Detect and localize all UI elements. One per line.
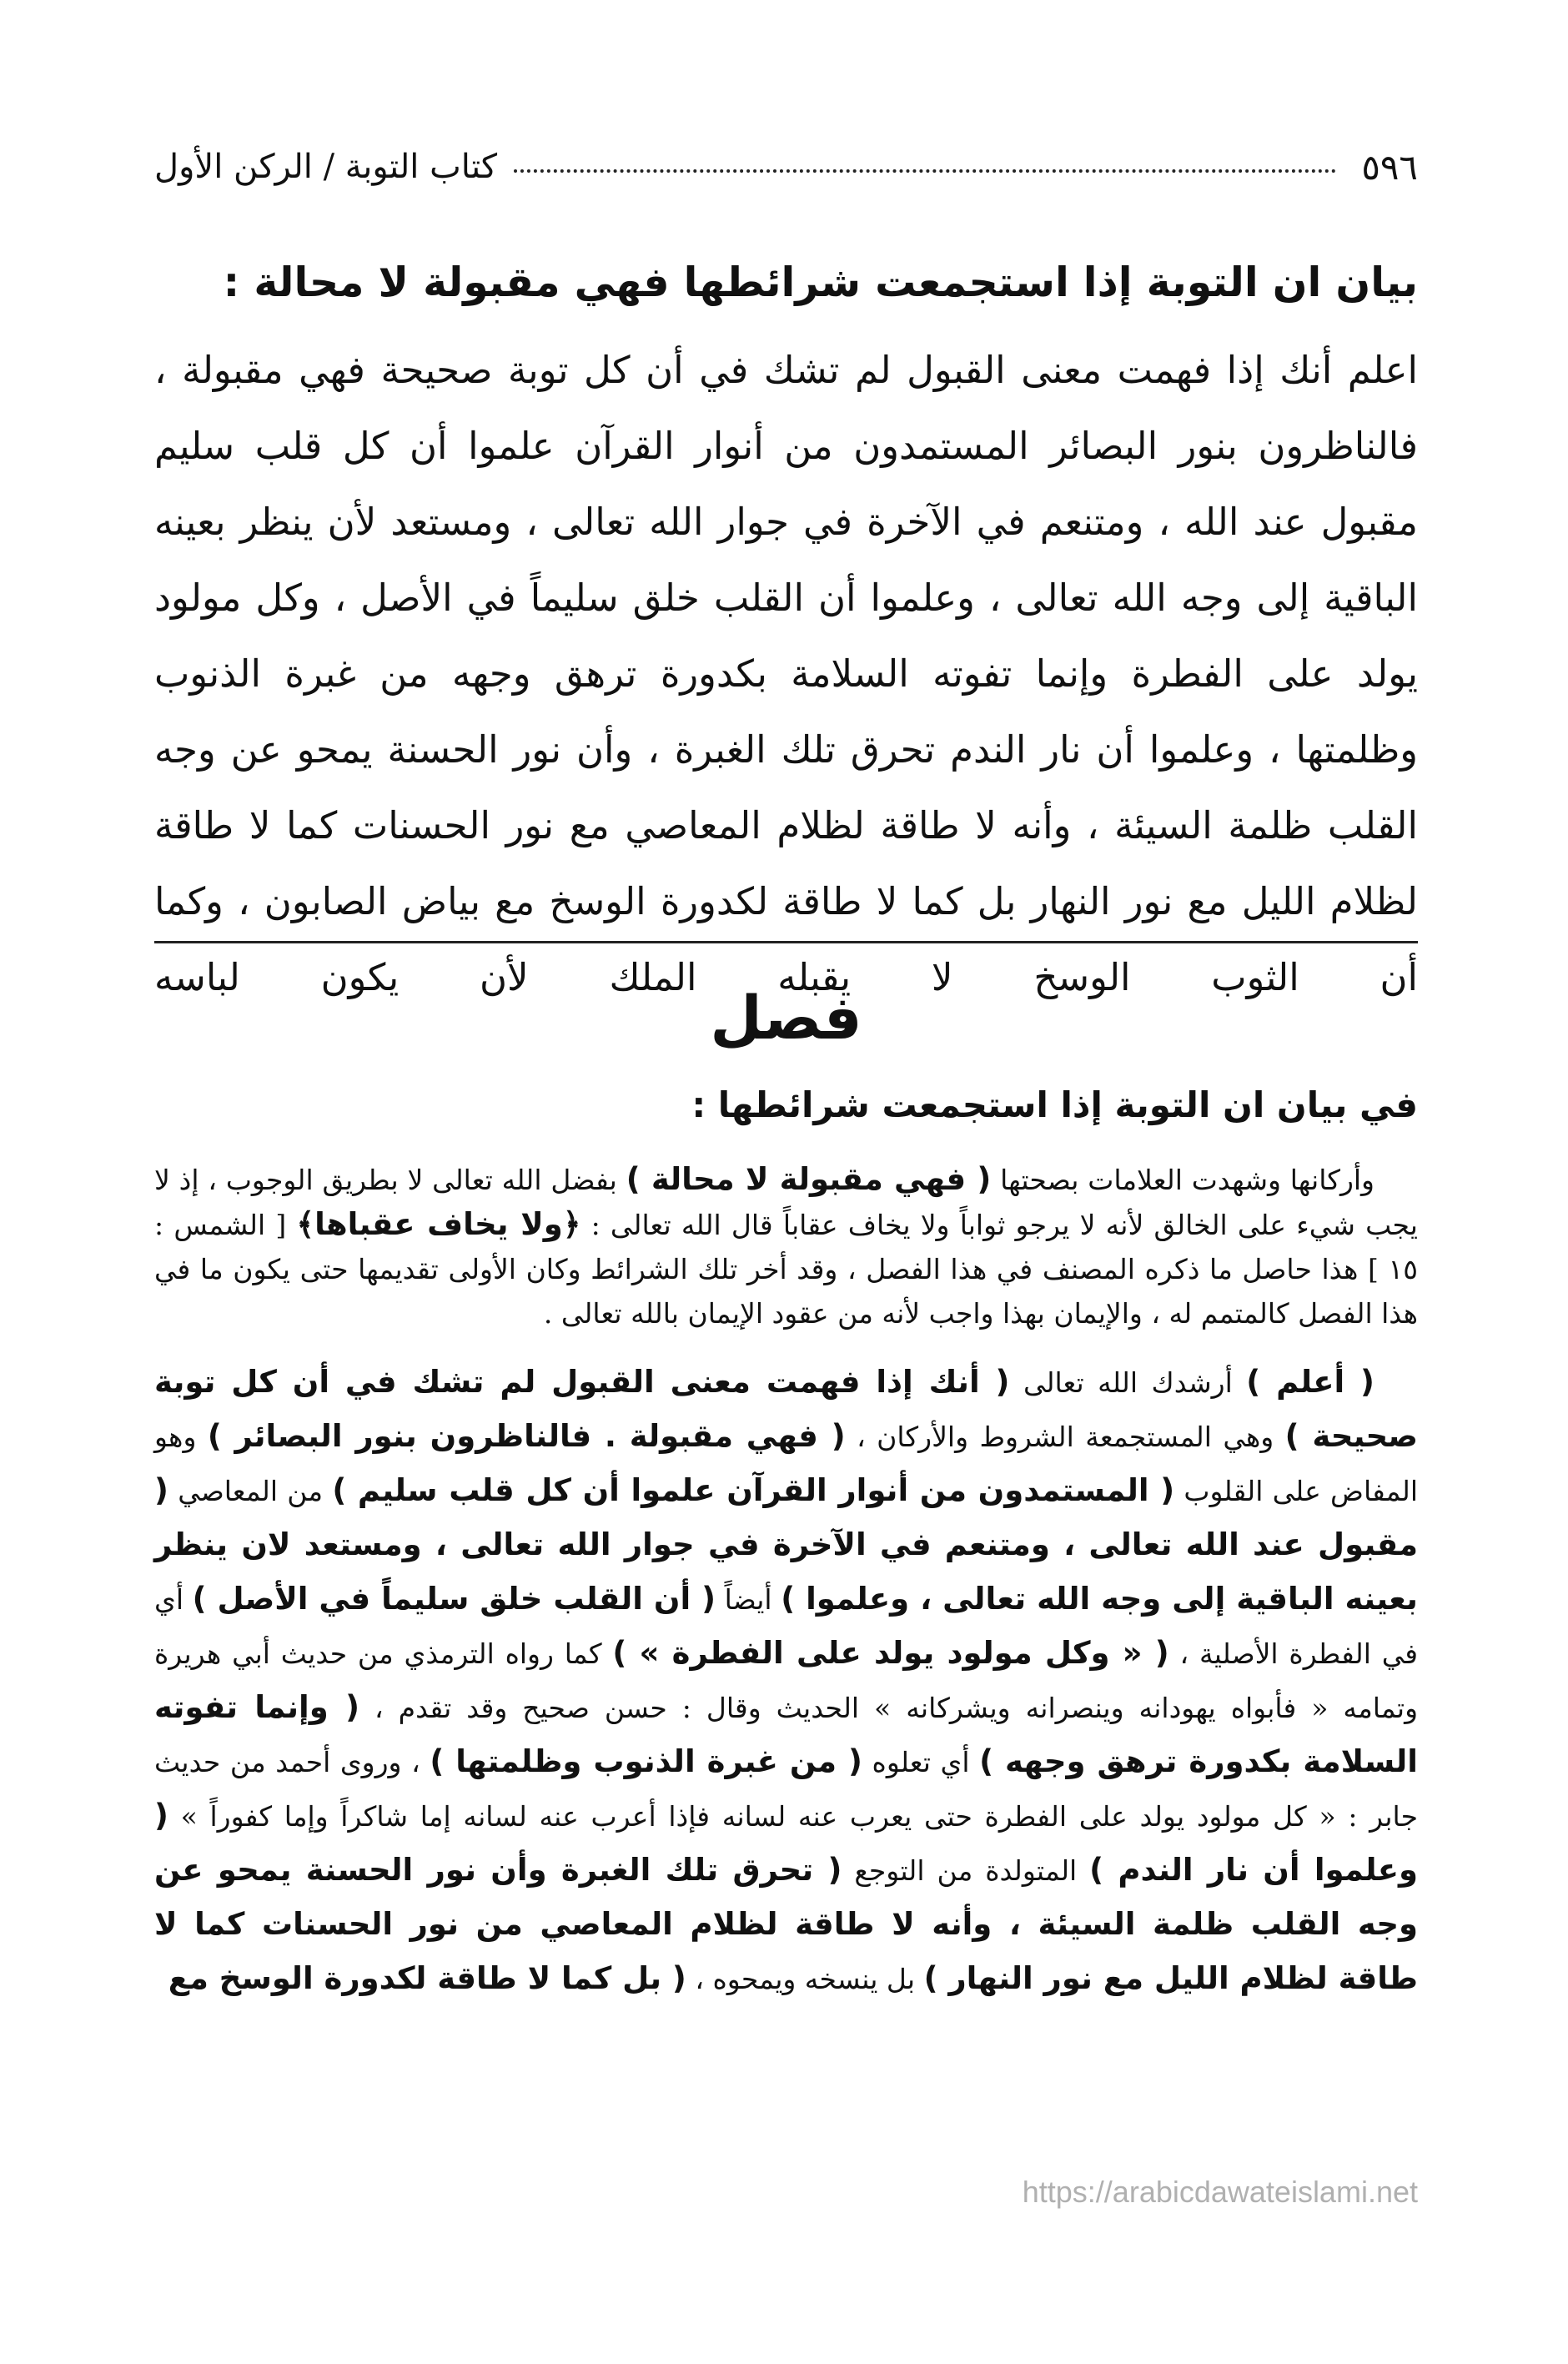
quoted-text: ( فهي مقبولة لا محالة ): [626, 1161, 992, 1197]
commentary-section-title: في بيان ان التوبة إذا استجمعت شرائطها :: [691, 1084, 1418, 1125]
section-title: بيان ان التوبة إذا استجمعت شرائطها فهي مقبولة لا محالة :: [223, 259, 1418, 306]
running-header: [154, 138, 1418, 196]
main-text-block: [154, 254, 1418, 1015]
plain-text: [ الشمس : ١٥ ] هذا حاصل ما ذكره المصنف في هذا الفصل ، وقد أخر تلك الشرائط وكان الأولى تقديمها حتى يكون ما في هذا الفصل كالمتمم له ، والإيمان بهذا واجب لأنه من عقود الإيمان بالله تعالى .: [154, 1209, 1418, 1330]
quoted-text: ( وإنما تفوته السلامة بكدورة ترهق وجهه ): [154, 1689, 1418, 1779]
quran-verse: ﴿ولا يخاف عقباها﴾: [296, 1206, 581, 1242]
plain-text: وأركانها وشهدت العلامات بصحتها: [1000, 1164, 1375, 1196]
plain-text: ، وروى أحمد من حديث جابر : « كل مولود يولد على الفطرة حتى يعرب عنه لسانه فإذا أعرب عنه لسانه إما شاكراً وإما كفوراً »: [154, 1746, 1418, 1833]
header-leader-dots: [514, 161, 1336, 173]
page-number: ٥٩٦: [1361, 146, 1418, 188]
chapter-title: كتاب التوبة / الركن الأول: [154, 148, 498, 186]
plain-text: أي في الفطرة الأصلية ،: [154, 1583, 1418, 1670]
plain-text: كما رواه الترمذي من حديث أبي هريرة وتمامه « فأبواه يهودانه وينصرانه ويشركانه » الحديث وقال : حسن صحيح وقد تقدم ،: [154, 1637, 1419, 1724]
quoted-text: ( مقبول عند الله تعالى ، ومتنعم في الآخرة في جوار الله تعالى ، ومستعد لان ينظر بعينه الباقية إلى وجه الله تعالى ، وعلموا ): [154, 1472, 1418, 1617]
plain-text: من المعاصي: [178, 1475, 324, 1507]
quoted-text: ( أعلم ): [1246, 1364, 1375, 1400]
quoted-text: ( أنك إذا فهمت معنى القبول لم تشك في أن كل توبة صحيحة ): [154, 1364, 1418, 1454]
fasl-heading: فصل: [710, 983, 862, 1053]
watermark-url: https://arabicdawateislami.net: [1022, 2175, 1418, 2209]
quoted-text: ( « وكل مولود يولد على الفطرة » ): [612, 1635, 1169, 1671]
plain-text: وهو المفاض على القلوب: [154, 1421, 1418, 1507]
quoted-text: ( تحرق تلك الغبرة وأن نور الحسنة يمحو عن وجه القلب ظلمة السيئة ، وأنه لا طاقة لظلام المعاصي من نور الحسنات كما لا طاقة لظلام الليل مع نور النهار ): [154, 1852, 1418, 1996]
quoted-text: ( بل كما لا طاقة لكدورة الوسخ مع: [168, 1960, 686, 1996]
plain-text: أرشدك الله تعالى: [1023, 1366, 1233, 1399]
plain-text: وهي المستجمعة الشروط والأركان ،: [857, 1421, 1274, 1453]
commentary-paragraph-1: [154, 1157, 1418, 1335]
quoted-text: ( وعلموا أن نار الندم ): [154, 1798, 1418, 1888]
quoted-text: ( المستمدون من أنوار القرآن علموا أن كل قلب سليم ): [332, 1472, 1175, 1508]
quoted-text: ( أن القلب خلق سليماً في الأصل ): [192, 1581, 716, 1617]
plain-text: أي تعلوه: [872, 1746, 970, 1778]
quoted-text: ( فهي مقبولة . فالناظرون بنور البصائر ): [207, 1418, 846, 1454]
plain-text: المتولدة من التوجع: [854, 1854, 1078, 1887]
main-paragraph: اعلم أنك إذا فهمت معنى القبول لم تشك في أن كل توبة صحيحة فهي مقبولة ، فالناظرون بنور البصائر المستمدون من أنوار القرآن علموا أن كل قلب سليم مقبول عند الله ، ومتنعم في الآخرة في جوار الله تعالى ، ومستعد لأن ينظر بعينه الباقية إلى وجه الله تعالى ، وعلموا أن القلب خلق سليماً في الأصل ، وكل مولود يولد على الفطرة وإنما تفوته السلامة بكدورة ترهق وجهه من غبرة الذنوب وظلمتها ، وعلموا أن نار الندم تحرق تلك الغبرة ، وأن نور الحسنة يمحو عن وجه القلب ظلمة السيئة ، وأنه لا طاقة لظلام المعاصي مع نور الحسنات كما لا طاقة لظلام الليل مع نور النهار بل كما لا طاقة لكدورة الوسخ مع بياض الصابون ، وكما أن الثوب الوسخ لا يقبله الملك لأن يكون لباسه: [154, 347, 1418, 999]
plain-text: بل ينسخه ويمحوه ،: [695, 1963, 916, 1995]
plain-text: أيضاً: [724, 1583, 772, 1616]
commentary-paragraph-2: [154, 1356, 1418, 2006]
commentary-block: [154, 1084, 1418, 2006]
plain-text: بفضل الله تعالى لا بطريق الوجوب ، إذ لا يجب شيء على الخالق لأنه لا يرجو ثواباً ولا يخاف عقاباً قال الله تعالى :: [154, 1164, 1418, 1241]
quoted-text: ( من غبرة الذنوب وظلمتها ): [430, 1743, 862, 1779]
separator-rule: [154, 941, 1418, 943]
